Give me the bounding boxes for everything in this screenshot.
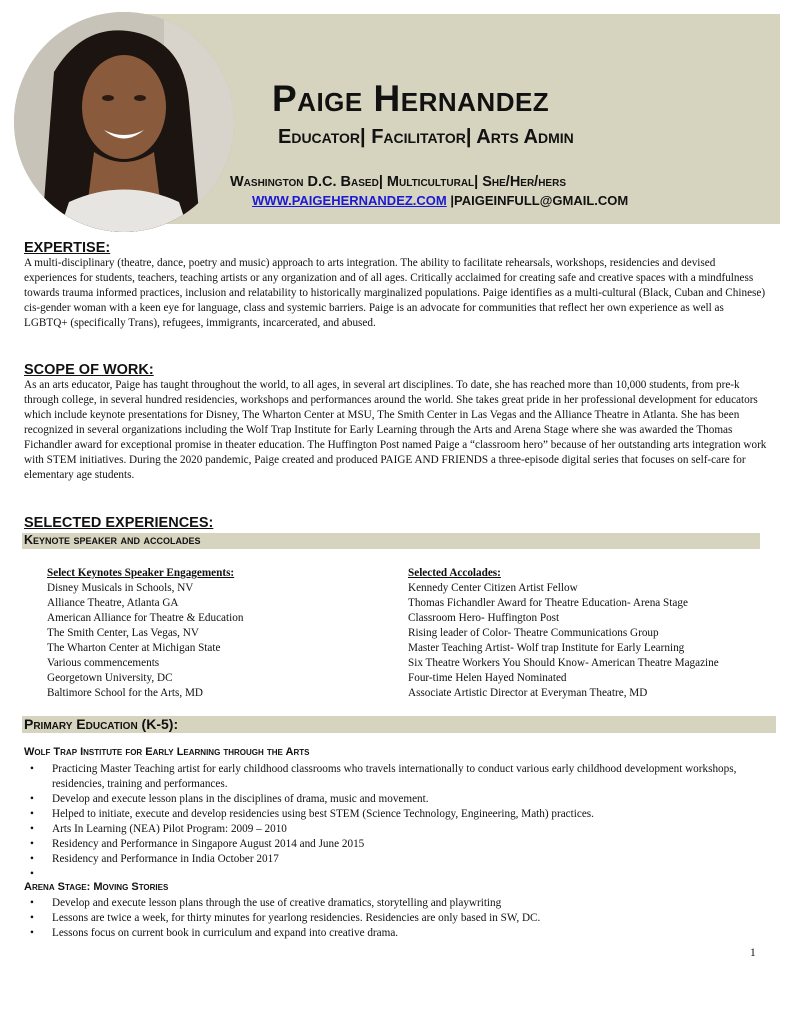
keynote-band-label: Keynote speaker and accolades: [24, 533, 201, 547]
list-item: Georgetown University, DC: [47, 672, 173, 684]
list-item: Rising leader of Color- Theatre Communications Group: [408, 627, 659, 639]
list-item: Disney Musicals in Schools, NV: [47, 582, 194, 594]
scope-title: SCOPE OF WORK:: [24, 362, 154, 378]
list-item: • Practicing Master Teaching artist for early childhood classrooms who travels internationally to conduct various early childhood development workshops, residencies, training and performances.: [30, 762, 760, 792]
list-item: The Smith Center, Las Vegas, NV: [47, 627, 199, 639]
arena-title: Arena Stage: Moving Stories: [24, 881, 169, 893]
list-item: Master Teaching Artist- Wolf trap Institute for Early Learning: [408, 642, 685, 654]
list-item: Kennedy Center Citizen Artist Fellow: [408, 582, 578, 594]
wolftrap-list: [30, 762, 760, 882]
list-item: • Helped to initiate, execute and develop residencies using best STEM (Science Technology, Engineering, Math) practices.: [30, 807, 760, 822]
list-item: • Develop and execute lesson plans through the use of creative dramatics, storytelling and playwriting: [30, 896, 760, 911]
list-item: The Wharton Center at Michigan State: [47, 642, 221, 654]
person-name: Paige Hernandez: [272, 78, 550, 119]
profile-photo: [14, 12, 234, 232]
list-item: Six Theatre Workers You Should Know- American Theatre Magazine: [408, 657, 719, 669]
contact-line: [252, 193, 772, 208]
list-item: Classroom Hero- Huffington Post: [408, 612, 560, 624]
list-item: Baltimore School for the Arts, MD: [47, 687, 203, 699]
email-text: |PAIGEINFULL@GMAIL.COM: [446, 193, 629, 208]
roles-line: Educator| Facilitator| Arts Admin: [278, 126, 574, 148]
list-item: • Lessons focus on current book in curriculum and expand into creative drama.: [30, 926, 760, 941]
list-item: • Arts In Learning (NEA) Pilot Program: 2009 – 2010: [30, 822, 760, 837]
list-item: Four-time Helen Hayed Nominated: [408, 672, 567, 684]
page-number: 1: [750, 947, 756, 959]
list-item: • Residency and Performance in Singapore August 2014 and June 2015: [30, 837, 760, 852]
accolades-column: [408, 566, 783, 701]
list-item: • Residency and Performance in India October 2017: [30, 852, 760, 867]
list-item: Various commencements: [47, 657, 160, 669]
list-item: • Lessons are twice a week, for thirty minutes for yearlong residencies. Residencies are only based in SW, DC.: [30, 911, 760, 926]
website-link[interactable]: WWW.PAIGEHERNANDEZ.COM: [252, 193, 447, 208]
keynotes-column: [47, 566, 377, 701]
primary-education-band: [22, 716, 776, 733]
expertise-title: EXPERTISE:: [24, 240, 111, 256]
list-item: Alliance Theatre, Atlanta GA: [47, 597, 179, 609]
expertise-text: A multi-disciplinary (theatre, dance, poetry and music) approach to arts integration. The ability to facilitate rehearsals, workshops, residencies and devised experiences for students, teachers, teaching artists or any organization and of all ages. Critically acclaimed for creating safe and creative spaces with a mindfulness towards trauma informed practices, inclusion and relatability to historically marginalized populations. Paige identifies as a multi-cultural (Black, Cuban and Chinese) cis-gender woman with a keen eye for language, class and systemic barriers. Paige is an advocate for communities that reflect her own experience as well as LGBTQ+ (specifically Trans), refugees, immigrants, incarcerated, and abused.: [24, 257, 766, 329]
list-item: • Develop and execute lesson plans in the disciplines of drama, music and movement.: [30, 792, 760, 807]
keynote-band: [22, 533, 760, 549]
keynotes-heading: Select Keynotes Speaker Engagements:: [47, 567, 235, 579]
selected-experiences-title: SELECTED EXPERIENCES:: [24, 515, 214, 531]
scope-text: As an arts educator, Paige has taught throughout the world, to all ages, in several art disciplines. To date, she has reached more than 10,000 students, from pre-k through college, in several hundred residencies, workshops and performances around the world. She takes great pride in her professional development for educators which include keynote presentations for Disney, The Wharton Center at MSU, The Smith Center in Las Vegas and the Alliance Theatre in Atlanta. She has been recognized in several organizations including the Wolf Trap Institute for Early Learning through the Arts and Arena Stage where she was awarded the Thomas Fichandler award for exceptional promise in theater education. The Huffington Post named Paige a “classroom hero” because of her outstanding arts integration work with STEM initiatives. During the 2020 pandemic, Paige created and produced PAIGE AND FRIENDS a three-episode digital series that focuses on self-care for elementary age students.: [24, 379, 767, 481]
wolftrap-title: Wolf Trap Institute for Early Learning through the Arts: [24, 746, 310, 758]
list-item: American Alliance for Theatre & Education: [47, 612, 244, 624]
list-item: Thomas Fichandler Award for Theatre Education- Arena Stage: [408, 597, 688, 609]
accolades-heading: Selected Accolades:: [408, 567, 501, 579]
arena-list: [30, 896, 760, 941]
primary-education-label: Primary Education (K-5):: [24, 716, 179, 732]
tagline: Washington D.C. Based| Multicultural| She/Her/hers: [230, 174, 566, 190]
list-item: [30, 867, 760, 882]
list-item: Associate Artistic Director at Everyman Theatre, MD: [408, 687, 648, 699]
